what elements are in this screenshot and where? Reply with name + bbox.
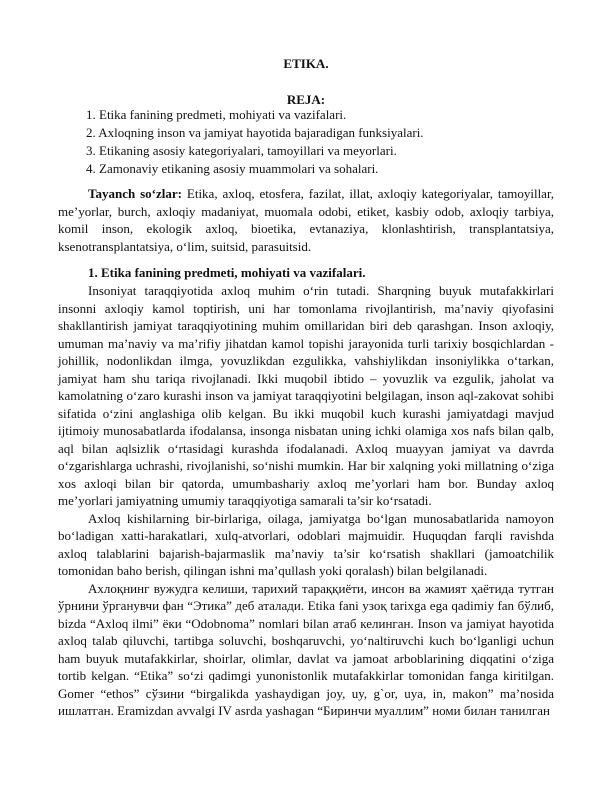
body-paragraph: Axloq kishilarning bir-birlariga, oilaga, jamiyatga bo‘lgan munosabatlarida namoyon bo‘ladigan xatti-harakatlari, xulq-atvorlari, odoblari majmuidir. Huquqdan farqli ravishda axloq talablarini bajarish-bajarmaslik ma’naviy ta’sir ko‘rsatish shakllari (jamoatchilik tomonidan baho berish, qilingan ishni ma’qullash yoki qoralash) bilan belgilanadi. (58, 510, 554, 578)
plan-heading: REJA: (286, 92, 326, 107)
plan-list (86, 106, 546, 178)
keywords-paragraph (58, 185, 554, 255)
keywords-block (58, 185, 554, 255)
plan-item: 2. Axloqning inson va jamiyat hayotida bajaradigan funksiyalari. (86, 125, 424, 140)
section-body (58, 282, 554, 720)
keywords-label: Tayanch so‘zlar: (88, 186, 182, 201)
document-title: ETIKA. (283, 56, 329, 71)
plan-item: 3. Etikaning asosiy kategoriyalari, tamoyillari va meyorlari. (86, 143, 397, 158)
keywords-text: Etika, axloq, etosfera, fazilat, illat, axloqiy kategoriyalar, tamoyillar, me’yorlar, burch, axloqiy madaniyat, muomala odobi, etiket, kasbiy odob, axloqiy tarbiya, komil inson, ekologik axloq, bioetika, evtanaziya, klonlashtirish, transplantatsiya, ksenotransplantatsiya, o‘lim, suitsid, parasuitsid. (58, 186, 555, 254)
body-paragraph: Ахлоқнинг вужудга келиши, тарихий тараққиёти, инсон ва жамият ҳаётида тутган ўрнини ўрганувчи фан “Этика” деб аталади. Etika fani узоқ tarixga ega qadimiy fan бўлиб, bizda “Axloq ilmi” ёки “Odobnoma” nomlari bilan атаб келинган. Inson va jamiyat hayotida axloq talab qiluvchi, tartibga soluvchi, boshqaruvchi, yo‘naltiruvchi kuch bo‘lganligi uchun ham buyuk mutafakkirlar, shoirlar, olimlar, davlat va jamoat arboblarining diqqatini o‘ziga tortib kelgan. “Etika” so‘zi qadimgi yunonistonlik mutafakkirlar tomonidan fanga kiritilgan. Gomer “ethos” сўзини “birgalikda yashaydigan joy, uy, g`or, uya, in, makon” ma’nosida ишлатган. Eramizdan avvalgi IV asrda yashagan “Биринчи муаллим” номи билан танилган (58, 580, 554, 718)
body-paragraph: Insoniyat taraqqiyotida axloq muhim o‘rin tutadi. Sharqning buyuk mutafakkirlari insonni axloqiy kamol toptirish, uni har tomonlama rivojlantirish, ma’naviy qiyofasini shakllantirish jamiyat taraqqiyotining muhim omillaridan biri deb qarashgan. Inson axloqiy, umuman ma’naviy va ma’rifiy jihatdan kamol topishi jarayonida turli tarixiy bosqichlardan - johillik, nodonlikdan ilmga, yovuzlikdan ezgulikka, vahshiylikdan insoniylikka o‘tarkan, jamiyat ham shu tariqa rivojlanadi. Ikki muqobil ibtido – yovuzlik va ezgulik, jaholat va kamolatning o‘zaro kurashi inson va jamiyat taraqqiyotini belgilagan, inson aql-zakovat sohibi sifatida o‘zini anglashiga olib kelgan. Bu ikki muqobil kuch kurashi jamiyatdagi mavjud ijtimoiy munosabatlarda ifodalansa, insonga nisbatan uning ichki olamiga xos nafs bilan qalb, aql bilan aqlsizlik o‘rtasidagi kurashda ifodalanadi. Axloq muayyan jamiyat va davrda o‘zgarishlarga uchrashi, rivojlanishi, so‘nishi mumkin. Har bir xalqning yoki millatning o‘ziga xos axloqi bilan bir qatorda, umumbashariy axloq me’yorlari ham bor. Bunday axloq me’yorlari jamiyatning umumiy taraqqiyotiga samarali ta’sir ko‘rsatadi. (58, 283, 554, 508)
plan-item: 1. Etika fanining predmeti, mohiyati va vazifalari. (86, 107, 347, 122)
plan-item: 4. Zamonaviy etikaning asosiy muammolari va sohalari. (86, 161, 379, 176)
section-heading: 1. Etika fanining predmeti, mohiyati va vazifalari. (88, 265, 366, 280)
